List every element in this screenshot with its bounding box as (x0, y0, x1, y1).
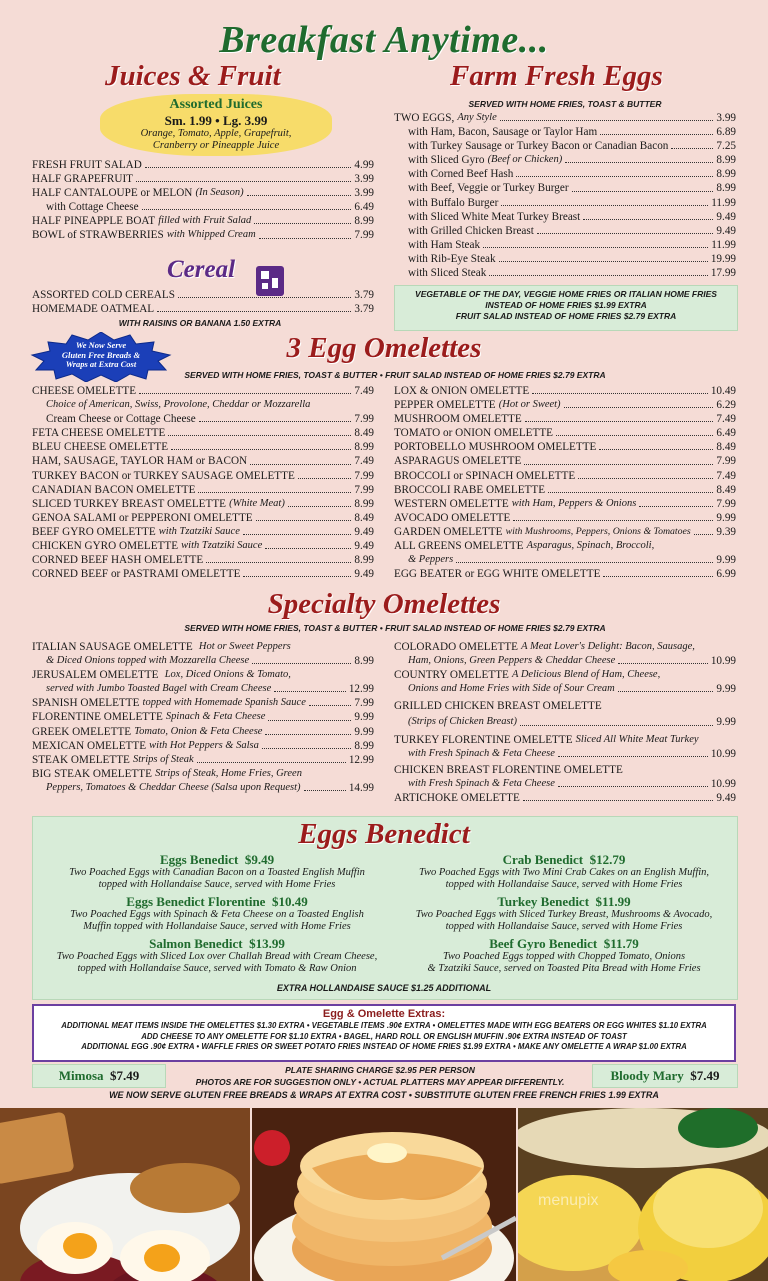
menu-item: BOWL of STRAWBERRIES with Whipped Cream 7.99 (32, 229, 374, 242)
menu-item: with Turkey Sausage or Turkey Bacon or Canadian Bacon 7.25 (408, 140, 736, 153)
menu-item: FLORENTINE OMELETTE Spinach & Feta Cheese 9.99 (32, 711, 374, 724)
omelettes-left-list (32, 384, 374, 581)
menu-item: TWO EGGS, Any Style 3.99 (394, 112, 736, 124)
mimosa-label: Mimosa (58, 1068, 104, 1083)
menu-item: GARDEN OMELETTE with Mushrooms, Peppers, Onions & Tomatoes 9.39 (394, 525, 736, 538)
menu-item: FETA CHEESE OMELETTE 8.49 (32, 427, 374, 440)
cereal-title: Cereal (167, 256, 236, 283)
menu-item: WESTERN OMELETTE with Ham, Peppers & Onions 7.99 (394, 497, 736, 510)
menu-item: CORNED BEEF or PASTRAMI OMELETTE 9.49 (32, 568, 374, 581)
assorted-juices-title: Assorted Juices (169, 97, 263, 112)
eggs-title: Farm Fresh Eggs (450, 60, 663, 92)
menu-item: served with Jumbo Toasted Bagel with Cream Cheese 12.99 (46, 683, 374, 696)
menu-item: TURKEY FLORENTINE OMELETTE Sliced All White Meat Turkey (394, 733, 699, 746)
eggs-subtitle: SERVED WITH HOME FRIES, TOAST & BUTTER (468, 99, 662, 109)
menu-item: HALF CANTALOUPE or MELON (In Season) 3.99 (32, 187, 374, 200)
menu-item: AVOCADO OMELETTE 9.99 (394, 511, 736, 524)
menu-item: with Corned Beef Hash 8.99 (408, 168, 736, 181)
menu-item: ITALIAN SAUSAGE OMELETTE Hot or Sweet Peppers (32, 641, 291, 653)
menu-item: & Peppers 9.99 (408, 554, 736, 567)
menu-item: EGG BEATER or EGG WHITE OMELETTE 6.99 (394, 568, 736, 581)
menu-item: with Sliced Steak 17.99 (408, 267, 736, 280)
specialty-right-list (394, 640, 736, 805)
menu-item: HALF PINEAPPLE BOAT filled with Fruit Salad 8.99 (32, 215, 374, 228)
menu-item: (Strips of Chicken Breast) 9.99 (408, 716, 736, 729)
menu-item: with Ham, Bacon, Sausage or Taylor Ham 6.89 (408, 126, 736, 139)
menu-item: CORNED BEEF HASH OMELETTE 8.99 (32, 554, 374, 567)
eggs-note: FRUIT SALAD INSTEAD OF HOME FRIES $2.79 EXTRA (455, 311, 677, 321)
menu-item: GRILLED CHICKEN BREAST OMELETTE (394, 700, 602, 713)
photo-eggs-benedict (518, 1108, 768, 1281)
menu-item: with Rib-Eye Steak 19.99 (408, 252, 736, 265)
benedict-title: Eggs Benedict (298, 818, 470, 850)
extras-title: Egg & Omelette Extras: (322, 1008, 446, 1020)
extras-line: ADD CHEESE TO ANY OMELETTE FOR $1.10 EXTRA • BAGEL, HARD ROLL OR ENGLISH MUFFIN .90¢ EXTRA INSTEAD OF TOAST (141, 1031, 627, 1041)
juices-list (32, 158, 374, 243)
menu-item: Cream Cheese or Cottage Cheese 7.99 (46, 413, 374, 426)
menu-item: with Grilled Chicken Breast 9.49 (408, 224, 736, 237)
menu-item: MEXICAN OMELETTE with Hot Peppers & Salsa 8.99 (32, 739, 374, 752)
menu-item: ARTICHOKE OMELETTE 9.49 (394, 791, 736, 804)
eggs-note-box (394, 285, 738, 331)
menu-item: CANADIAN BACON OMELETTE 7.99 (32, 483, 374, 496)
cereal-note: WITH RAISINS OR BANANA 1.50 EXTRA (118, 318, 282, 328)
benedict-item: Beef Gyro Benedict $11.79 Two Poached Eggs topped with Chopped Tomato, Onions & Tzatziki Sauce, served on Toasted Pita Bread with Home Fries (427, 936, 701, 974)
menu-item: with Beef, Veggie or Turkey Burger 8.99 (408, 182, 736, 195)
menu-item: HALF GRAPEFRUIT 3.99 (32, 173, 374, 186)
gluten-free-note: WE NOW SERVE GLUTEN FREE BREADS & WRAPS AT EXTRA COST • SUBSTITUTE GLUTEN FREE FRENCH FRIES 1.99 EXTRA (109, 1090, 659, 1100)
assorted-juices-desc: Orange, Tomato, Apple, Grapefruit, (140, 128, 292, 139)
menu-item: with Cottage Cheese 6.49 (46, 201, 374, 214)
bloody-mary-label: Bloody Mary (610, 1068, 684, 1083)
menu-item: COUNTRY OMELETTE A Delicious Blend of Ham, Cheese, (394, 669, 661, 682)
menu-item: ASSORTED COLD CEREALS 3.79 (32, 289, 374, 301)
assorted-juices-sizes: Sm. 1.99 • Lg. 3.99 (164, 113, 268, 128)
menu-item: SPANISH OMELETTE topped with Homemade Spanish Sauce 7.99 (32, 697, 374, 710)
menu-item: PEPPER OMELETTE (Hot or Sweet) 6.29 (394, 399, 736, 412)
eggs-list (394, 111, 736, 280)
omelettes-subtitle: SERVED WITH HOME FRIES, TOAST & BUTTER • FRUIT SALAD INSTEAD OF HOME FRIES $2.79 EXTRA (184, 370, 606, 380)
bloody-mary-price: $7.49 (690, 1068, 720, 1083)
menu-item: HAM, SAUSAGE, TAYLOR HAM or BACON 7.49 (32, 455, 374, 468)
menu-item: ASPARAGUS OMELETTE 7.99 (394, 455, 736, 468)
mimosa-price: $7.49 (110, 1068, 140, 1083)
gluten-free-badge-text: We Now Serve Gluten Free Breads & Wraps at Extra Cost (61, 340, 141, 370)
watermark: menupix (538, 1192, 599, 1209)
benedict-item: Crab Benedict $12.79 Two Poached Eggs with Two Mini Crab Cakes on an English Muffin, topped with Hollandaise Sauce, served with Home Fries (418, 852, 710, 890)
specialty-title: Specialty Omelettes (267, 588, 501, 620)
menu-item: TOMATO or ONION OMELETTE 6.49 (394, 427, 736, 440)
benedict-left (32, 852, 402, 975)
eggs-hash-illustration (0, 1108, 250, 1281)
menu-item: HOMEMADE OATMEAL 3.79 (32, 303, 374, 316)
eggs-note: INSTEAD OF HOME FRIES $1.99 EXTRA (485, 300, 647, 310)
menu-item: JERUSALEM OMELETTE Lox, Diced Onions & Tomato, (32, 669, 291, 682)
menu-item: BLEU CHEESE OMELETTE 8.99 (32, 441, 374, 454)
assorted-juices (100, 97, 332, 152)
cereal-list (32, 288, 374, 316)
menu-item: with Buffalo Burger 11.99 (408, 196, 736, 209)
menu-item: with Fresh Spinach & Feta Cheese 10.99 (408, 747, 736, 760)
menu-item: GENOA SALAMI or PEPPERONI OMELETTE 8.49 (32, 511, 374, 524)
page-title: Breakfast Anytime... (219, 19, 549, 61)
menu-item: & Diced Onions topped with Mozzarella Cheese 8.99 (46, 655, 374, 668)
menu-item: TURKEY BACON or TURKEY SAUSAGE OMELETTE 7.99 (32, 469, 374, 482)
menu-item: CHEESE OMELETTE 7.49 (32, 385, 374, 397)
menu-item: BROCCOLI or SPINACH OMELETTE 7.49 (394, 469, 736, 482)
menu-item: STEAK OMELETTE Strips of Steak 12.99 (32, 753, 374, 766)
menu-item: PORTOBELLO MUSHROOM OMELETTE 8.49 (394, 441, 736, 454)
menu-item: CHICKEN BREAST FLORENTINE OMELETTE (394, 763, 623, 776)
benedict-item: Salmon Benedict $13.99 Two Poached Eggs with Sliced Lox over Challah Bread with Cream Cheese, topped with Hollandaise Sauce, served with Tomato & Raw Onion (56, 936, 378, 974)
menu-item: BEEF GYRO OMELETTE with Tzatziki Sauce 9.49 (32, 525, 374, 538)
menu-item: CHICKEN GYRO OMELETTE with Tzatziki Sauce 9.49 (32, 540, 374, 553)
bloody-mary-box (592, 1064, 738, 1088)
menu-item: LOX & ONION OMELETTE 10.49 (394, 385, 736, 397)
photo-eggs-hash (0, 1108, 250, 1281)
photos-note: PHOTOS ARE FOR SUGGESTION ONLY • ACTUAL PLATTERS MAY APPEAR DIFFERENTLY. (195, 1077, 565, 1087)
menu-item: ALL GREENS OMELETTE Asparagus, Spinach, Broccoli, (394, 540, 655, 553)
omelettes-title: 3 Egg Omelettes (286, 332, 482, 364)
specialty-left-list (32, 640, 374, 795)
extras-line: ADDITIONAL MEAT ITEMS INSIDE THE OMELETTES $1.30 EXTRA • VEGETABLE ITEMS .90¢ EXTRA • OMELETTES MADE WITH EGG BEATERS OR EGG WHITES $1.10 EXTRA (61, 1021, 707, 1030)
benedict-item: Eggs Benedict $9.49 Two Poached Eggs with Canadian Bacon on a Toasted English Muffin topped with Hollandaise Sauce, served with Home Fries (69, 852, 365, 890)
extras-box (32, 1004, 736, 1062)
benedict-item: Turkey Benedict $11.99 Two Poached Eggs with Sliced Turkey Breast, Mushrooms & Avocado, topped with Hollandaise Sauce, served with Home Fries (415, 894, 713, 932)
menu-item: COLORADO OMELETTE A Meat Lover's Delight: Bacon, Sausage, (394, 641, 695, 653)
omelettes-right-list (394, 384, 736, 581)
menu-item: BIG STEAK OMELETTE Strips of Steak, Home Fries, Green (32, 767, 302, 780)
juices-title: Juices & Fruit (105, 60, 281, 92)
benedict-item: Eggs Benedict Florentine $10.49 Two Poached Eggs with Spinach & Feta Cheese on a Toasted English Muffin topped with Hollandaise Sauce, served with Home Fries (70, 894, 364, 932)
menu-item: with Fresh Spinach & Feta Cheese 10.99 (408, 777, 736, 790)
specialty-subtitle: SERVED WITH HOME FRIES, TOAST & BUTTER • FRUIT SALAD INSTEAD OF HOME FRIES $2.79 EXTRA (184, 623, 606, 633)
menu-item: FRESH FRUIT SALAD 4.99 (32, 159, 374, 171)
extras-line: ADDITIONAL EGG .90¢ EXTRA • WAFFLE FRIES OR SWEET POTATO FRIES INSTEAD OF HOME FRIES $1.99 EXTRA • MAKE ANY OMELETTE A WRAP $1.00 EXTRA (81, 1042, 687, 1051)
menu-item-desc: Choice of American, Swiss, Provolone, Cheddar or Mozzarella (46, 399, 311, 411)
pancakes-illustration (252, 1108, 516, 1281)
menu-item: with Sliced White Meat Turkey Breast 9.49 (408, 210, 736, 223)
sharing-charge: PLATE SHARING CHARGE $2.95 PER PERSON (285, 1065, 475, 1075)
menu-item: SLICED TURKEY BREAST OMELETTE (White Meat) 8.99 (32, 497, 374, 510)
menu-item: GREEK OMELETTE Tomato, Onion & Feta Cheese 9.99 (32, 725, 374, 738)
menu-item: MUSHROOM OMELETTE 7.49 (394, 413, 736, 426)
menu-item: Onions and Home Fries with Side of Sour Cream 9.99 (408, 683, 736, 696)
menu-item: with Ham Steak 11.99 (408, 238, 736, 251)
menu-item: BROCCOLI RABE OMELETTE 8.49 (394, 483, 736, 496)
menu-item: Ham, Onions, Green Peppers & Cheddar Cheese 10.99 (408, 655, 736, 668)
benedict-right (392, 852, 736, 975)
mimosa-box (32, 1064, 166, 1088)
eggs-note: VEGETABLE OF THE DAY, VEGGIE HOME FRIES OR ITALIAN HOME FRIES (415, 289, 717, 299)
benedict-note: EXTRA HOLLANDAISE SAUCE $1.25 ADDITIONAL (276, 983, 492, 993)
assorted-juices-desc: Cranberry or Pineapple Juice (152, 140, 280, 151)
menu-item: Peppers, Tomatoes & Cheddar Cheese (Salsa upon Request) 14.99 (46, 781, 374, 794)
photo-pancakes (252, 1108, 516, 1281)
menu-item: with Sliced Gyro (Beef or Chicken) 8.99 (408, 154, 736, 167)
